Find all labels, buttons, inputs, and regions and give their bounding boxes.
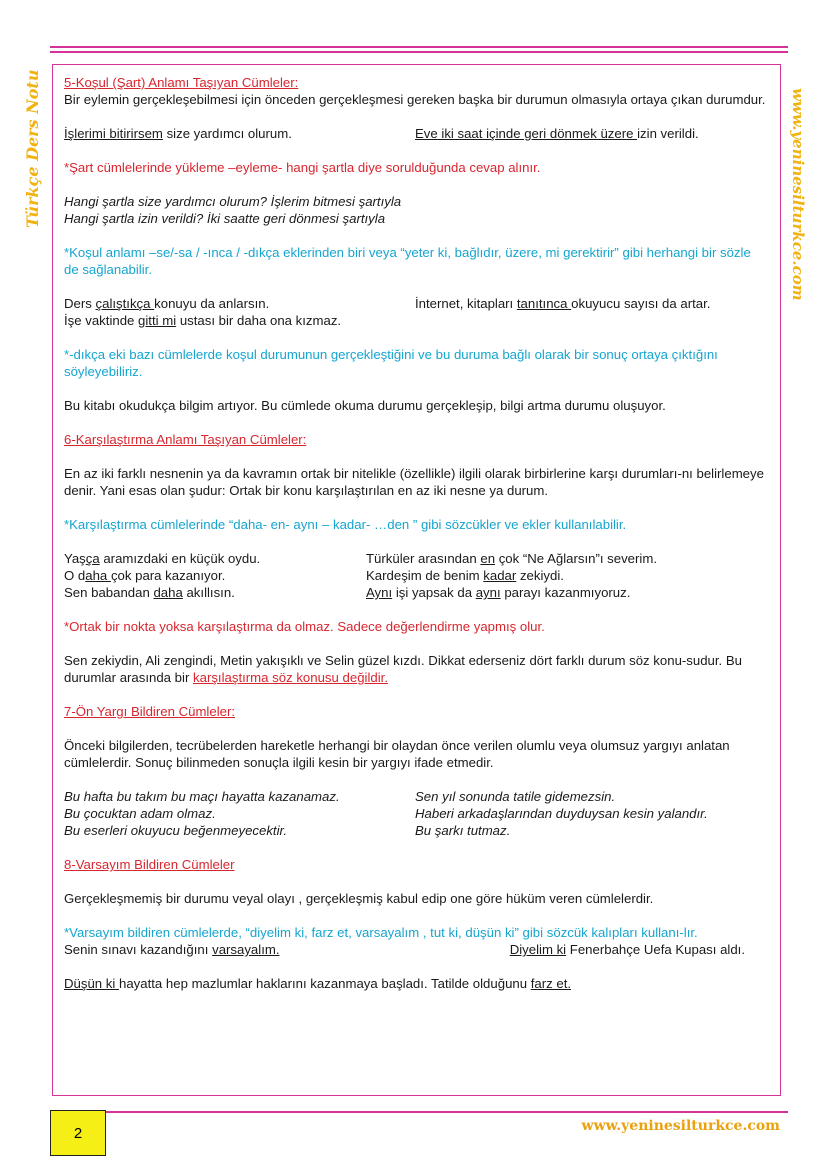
section-7-example-row-3: [64, 822, 769, 839]
example-text: çok para kazanıyor.: [110, 568, 226, 583]
section-7-example-row-1: [64, 788, 769, 805]
example-text: hayatta hep mazlumlar haklarını kazanmaya başladı. Tatilde olduğunu: [118, 976, 531, 991]
example-underlined: aynı: [475, 585, 501, 600]
example-underlined: Diyelim ki: [509, 942, 567, 957]
example-underlined: farz et.: [530, 976, 572, 991]
example-text: zekiydi.: [516, 568, 564, 583]
example-text: izin verildi.: [637, 126, 699, 141]
example-underlined: Eve iki saat içinde geri dönmek üzere: [415, 126, 638, 141]
section-6-description: En az iki farklı nesnenin ya da kavramın ortak bir nitelikle (özellikle) ilgili olarak birbirlerine karşı durumları-nı belirlemeye denir. Yani esas olan şudur: Ortak bir konu karşılaştırılan en az iki nesne ya durum.: [64, 466, 764, 498]
example-text: Kardeşim de benim: [366, 568, 484, 583]
section-5-note-3: *-dıkça eki bazı cümlelerde koşul durumunun gerçekleştiğini ve bu duruma bağlı olarak bir sonuç ortaya çıktığını söyleyebiliriz.: [64, 347, 718, 379]
section-7-description: Önceki bilgilerden, tecrübelerden hareketle herhangi bir olaydan önce verilen olumlu veya olumsuz yargıyı anlatan cümlelerdir. Sonuç bilinmeden sonuçla ilgili kesin bir yargıyı ifade etmedir.: [64, 738, 730, 770]
section-8-example-row-2: [64, 975, 769, 992]
example-underlined: Aynı: [366, 585, 393, 600]
section-6-example-row-1: [64, 550, 769, 567]
example-underlined: en: [480, 551, 496, 566]
section-6-example-row-2: [64, 567, 769, 584]
example-text: İnternet, kitapları: [415, 296, 517, 311]
side-url-right: www.yeninesilturkce.com: [789, 88, 807, 301]
example-underlined: karşılaştırma söz konusu değildir.: [193, 670, 388, 685]
example-text: Sen babandan: [64, 585, 154, 600]
page-content: [64, 74, 769, 992]
example-text: Ders: [64, 296, 96, 311]
example-text: aramızdaki en küçük oydu.: [99, 551, 261, 566]
example-underlined: daha: [153, 585, 183, 600]
example-text: Bu şarkı tutmaz.: [415, 823, 511, 838]
section-6-example-row-3: [64, 584, 769, 601]
example-underlined: gitti mi: [138, 313, 177, 328]
section-8-description: Gerçekleşmemiş bir durumu veyal olayı , gerçekleşmiş kabul edip one göre hüküm veren cümlelerdir.: [64, 891, 654, 906]
section-5-example-row-2: [64, 295, 769, 312]
example-underlined: İşlerimi bitirirsem: [64, 126, 163, 141]
example-text: Sen zekiydin, Ali zengindi, Metin yakışıklı ve Selin güzel kızdı. Dikkat ederseniz dört farklı durum söz konu-sudur. Bu durumlar arasında bir: [64, 653, 743, 685]
section-5-heading: 5-Koşul (Şart) Anlamı Taşıyan Cümleler:: [64, 75, 299, 90]
section-8-example-row-1: [64, 941, 769, 958]
section-5-note-1: *Şart cümlelerinde yükleme –eyleme- hangi şartla diye sorulduğunda cevap alınır.: [64, 160, 541, 175]
section-5-description: Bir eylemin gerçekleşebilmesi için önceden gerçekleşmesi gereken başka bir durumun olmasıyla ortaya çıkan durumdur.: [64, 92, 766, 107]
example-underlined: Düşün ki: [64, 976, 119, 991]
section-5-note-2: *Koşul anlamı –se/-sa / -ınca / -dıkça eklerinden biri veya “yeter ki, bağlıdır, üzere, mi gerektirir” gibi herhangi bir sözle de sağlanabilir.: [64, 245, 751, 277]
section-5-example-6: Bu kitabı okudukça bilgim artıyor. Bu cümlede okuma durumu gerçekleşip, bilgi artma durumu oluşuyor.: [64, 398, 666, 413]
example-text: parayı kazanmıyoruz.: [500, 585, 631, 600]
example-underlined: tanıtınca: [516, 296, 572, 311]
page-number: 2: [50, 1110, 106, 1156]
section-8-note: *Varsayım bildiren cümlelerde, “diyelim ki, farz et, varsayalım , tut ki, düşün ki” gibi sözcük kalıpları kullanı-lır.: [64, 925, 698, 940]
section-7-example-row-2: [64, 805, 769, 822]
section-5-example-row-3: [64, 312, 769, 329]
example-text: akıllısın.: [182, 585, 235, 600]
section-5-question-2: Hangi şartla izin verildi? İki saatte geri dönmesi şartıyla: [64, 211, 386, 226]
example-underlined: çalıştıkça: [95, 296, 155, 311]
section-6-heading: 6-Karşılaştırma Anlamı Taşıyan Cümleler:: [64, 432, 307, 447]
example-text: İşe vaktinde: [64, 313, 139, 328]
section-7-heading: 7-Ön Yargı Bildiren Cümleler:: [64, 704, 236, 719]
footer-url: www.yeninesilturkce.com: [581, 1118, 780, 1134]
example-text: işi yapsak da: [392, 585, 476, 600]
example-text: Yaş: [64, 551, 86, 566]
example-text: Haberi arkadaşlarından duyduysan kesin yalandır.: [415, 806, 708, 821]
example-text: okuyucu sayısı da artar.: [571, 296, 711, 311]
top-rule-2: [50, 51, 788, 53]
section-6-note-1: *Karşılaştırma cümlelerinde “daha- en- aynı – kadar- …den ” gibi sözcükler ve ekler kullanılabilir.: [64, 517, 627, 532]
example-text: Sen yıl sonunda tatile gidemezsin.: [415, 789, 616, 804]
example-text: ustası bir daha ona kızmaz.: [176, 313, 342, 328]
example-underlined: varsayalım.: [212, 942, 280, 957]
bottom-rule: [50, 1111, 788, 1113]
example-underlined: kadar: [483, 568, 517, 583]
example-text: Bu çocuktan adam olmaz.: [64, 806, 216, 821]
example-underlined: ça: [85, 551, 100, 566]
example-text: Türküler arasından: [366, 551, 481, 566]
example-text: çok “Ne Ağlarsın”ı severim.: [495, 551, 657, 566]
example-underlined: aha: [85, 568, 111, 583]
section-5-question-1: Hangi şartla size yardımcı olurum? İşlerim bitmesi şartıyla: [64, 194, 402, 209]
example-text: Bu hafta bu takım bu maçı hayatta kazanamaz.: [64, 789, 340, 804]
example-text: konuyu da anlarsın.: [154, 296, 270, 311]
example-text: Bu eserleri okuyucu beğenmeyecektir.: [64, 823, 288, 838]
section-5-example-row-1: [64, 125, 769, 142]
section-6-example-paragraph: [64, 652, 769, 686]
example-text: Fenerbahçe Uefa Kupası aldı.: [566, 942, 745, 957]
example-text: Senin sınavı kazandığını: [64, 942, 213, 957]
section-6-note-2: *Ortak bir nokta yoksa karşılaştırma da olmaz. Sadece değerlendirme yapmış olur.: [64, 619, 545, 634]
example-text: O d: [64, 568, 86, 583]
example-text: size yardımcı olurum.: [162, 126, 292, 141]
top-rule-1: [50, 46, 788, 48]
side-title-left: Türkçe Ders Notu: [23, 69, 42, 228]
section-8-heading: 8-Varsayım Bildiren Cümleler: [64, 857, 235, 872]
